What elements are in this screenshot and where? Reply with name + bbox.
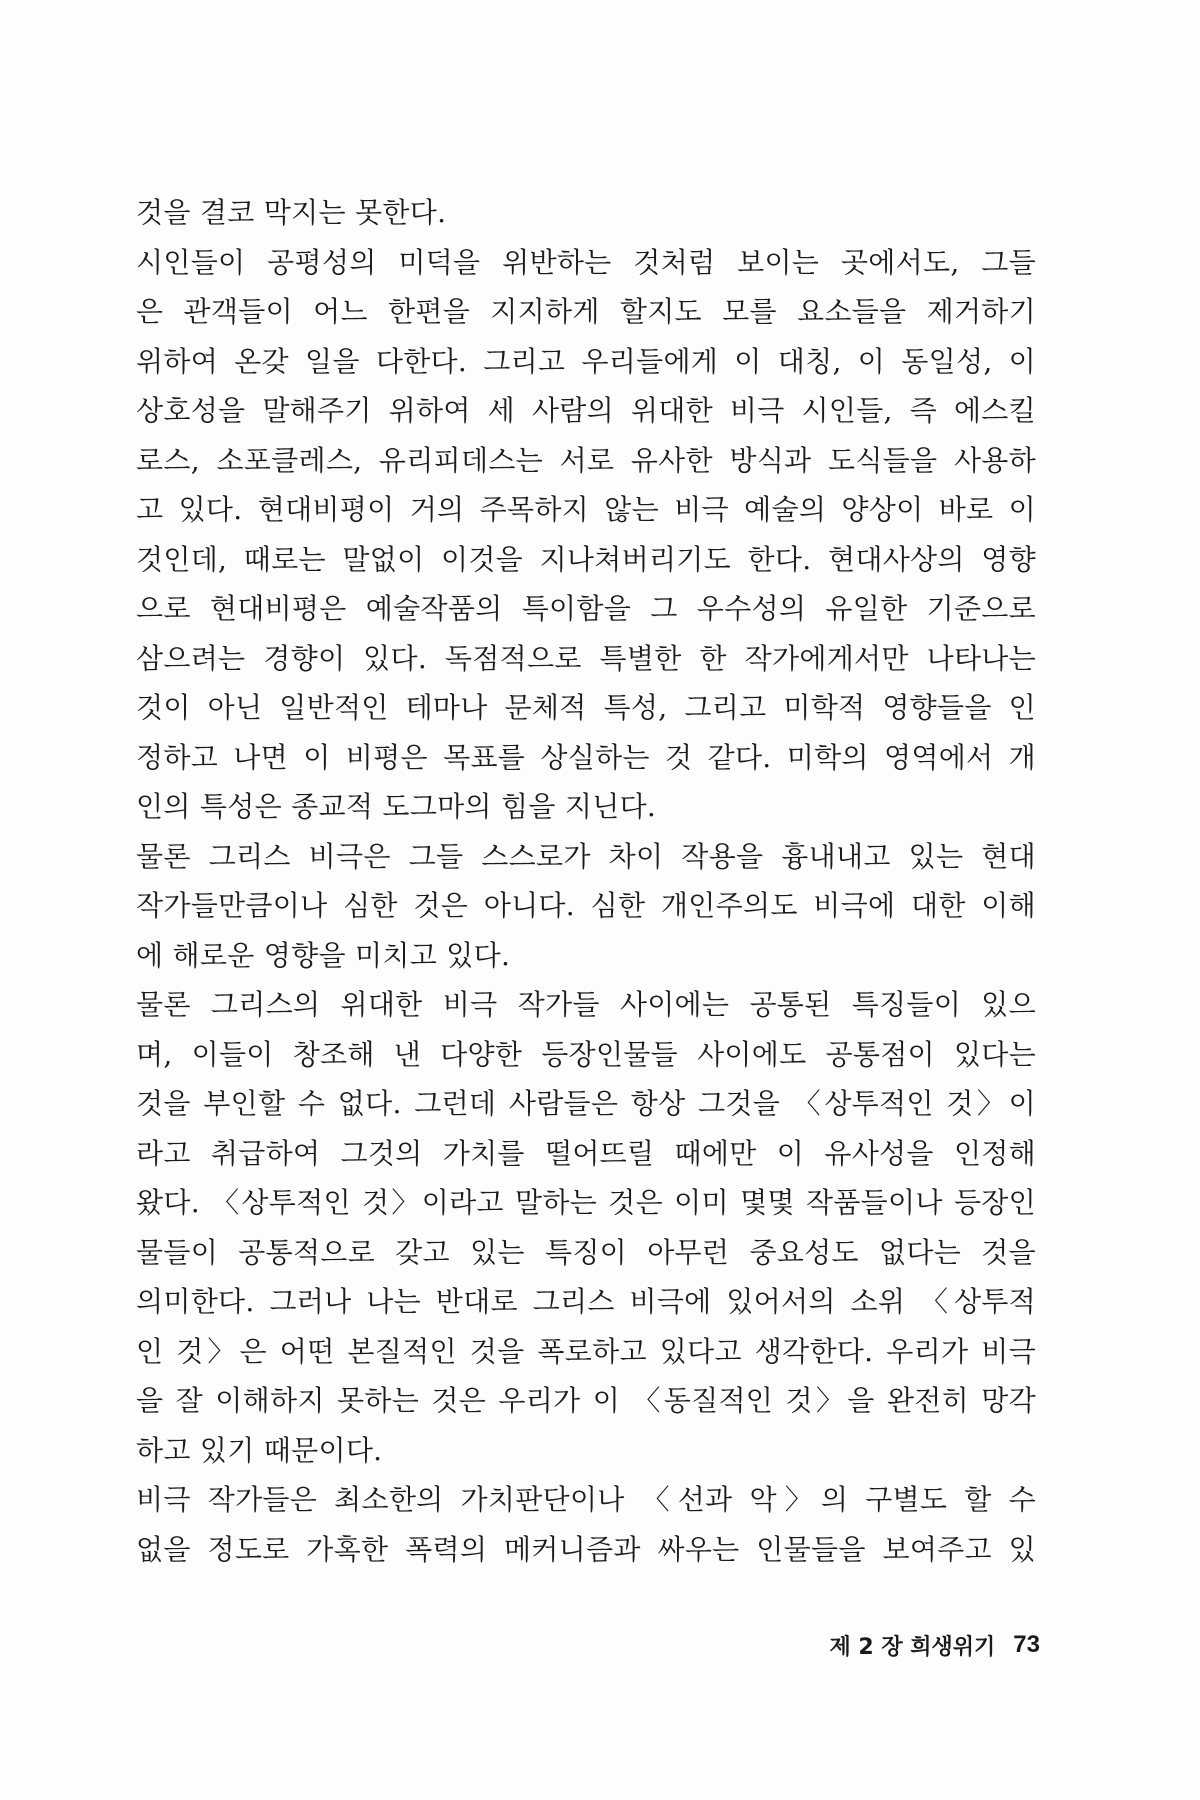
text-line: 에 해로운 영향을 미치고 있다. [136,938,511,972]
paragraph [136,1475,1036,1574]
text-line: 고 있다. 현대비평이 거의 주목하지 않는 비극 예술의 양상이 바로 이 [136,493,1036,526]
text-line: 것인데, 때로는 말없이 이것을 지나쳐버리기도 한다. 현대사상의 영향 [136,542,1036,576]
paragraph [136,832,1036,981]
page-footer [770,1625,1040,1665]
page-number: 73 [1013,1631,1040,1658]
text-line: 위하여 온갖 일을 다한다. 그리고 우리들에게 이 대칭, 이 동일성, 이 [136,344,1036,378]
text-line: 비극 작가들은 최소한의 가치판단이나 〈선과 악〉의 구별도 할 수 [136,1483,1036,1516]
text-line: 로스, 소포클레스, 유리피데스는 서로 유사한 방식과 도식들을 사용하 [136,443,1036,477]
text-line: 물론 그리스의 위대한 비극 작가들 사이에는 공통된 특징들이 있으 [136,988,1036,1021]
text-line: 왔다. 〈상투적인 것〉이라고 말하는 것은 이미 몇몇 작품들이나 등장인 [136,1186,1036,1219]
text-line: 은 관객들이 어느 한편을 지지하게 할지도 모를 요소들을 제거하기 [136,295,1036,328]
paragraph [136,238,1036,832]
text-line: 삼으려는 경향이 있다. 독점적으로 특별한 한 작가에게서만 나타나는 [136,641,1036,675]
text-line: 인의 특성은 종교적 도그마의 힘을 지닌다. [136,790,657,823]
text-line: 으로 현대비평은 예술작품의 특이함을 그 우수성의 유일한 기준으로 [136,592,1036,625]
text-line: 인 것〉은 어떤 본질적인 것을 폭로하고 있다고 생각한다. 우리가 비극 [136,1334,1036,1368]
text-line: 시인들이 공평성의 미덕을 위반하는 것처럼 보이는 곳에서도, 그들 [136,245,1036,279]
text-line: 정하고 나면 이 비평은 목표를 상실하는 것 같다. 미학의 영역에서 개 [136,740,1036,774]
paragraph [136,188,1036,238]
text-line: 며, 이들이 창조해 낸 다양한 등장인물들 사이에도 공통점이 있다는 [136,1037,1036,1071]
text-line: 물들이 공통적으로 갖고 있는 특징이 아무런 중요성도 없다는 것을 [136,1235,1036,1269]
text-line: 상호성을 말해주기 위하여 세 사람의 위대한 비극 시인들, 즉 에스킬 [136,394,1036,427]
body-text [136,188,1036,1574]
text-line: 의미한다. 그러나 나는 반대로 그리스 비극에 있어서의 소위 〈상투적 [136,1285,1036,1318]
running-footer-chapter: 제 2 장 희생위기 [829,1634,996,1660]
text-line: 하고 있기 때문이다. [136,1433,383,1467]
paragraph [136,980,1036,1475]
text-line: 물론 그리스 비극은 그들 스스로가 차이 작용을 흉내내고 있는 현대 [136,839,1036,873]
text-line: 것을 결코 막지는 못한다. [136,196,447,229]
text-line: 작가들만큼이나 심한 것은 아니다. 심한 개인주의도 비극에 대한 이해 [136,889,1036,922]
text-line: 없을 정도로 가혹한 폭력의 메커니즘과 싸우는 인물들을 보여주고 있 [136,1532,1036,1566]
text-line: 을 잘 이해하지 못하는 것은 우리가 이 〈동질적인 것〉을 완전히 망각 [136,1384,1036,1417]
text-line: 것이 아닌 일반적인 테마나 문체적 특성, 그리고 미학적 영향들을 인 [136,691,1036,724]
text-line: 것을 부인할 수 없다. 그런데 사람들은 항상 그것을 〈상투적인 것〉이 [136,1087,1036,1120]
text-line: 라고 취급하여 그것의 가치를 떨어뜨릴 때에만 이 유사성을 인정해 [136,1136,1036,1170]
